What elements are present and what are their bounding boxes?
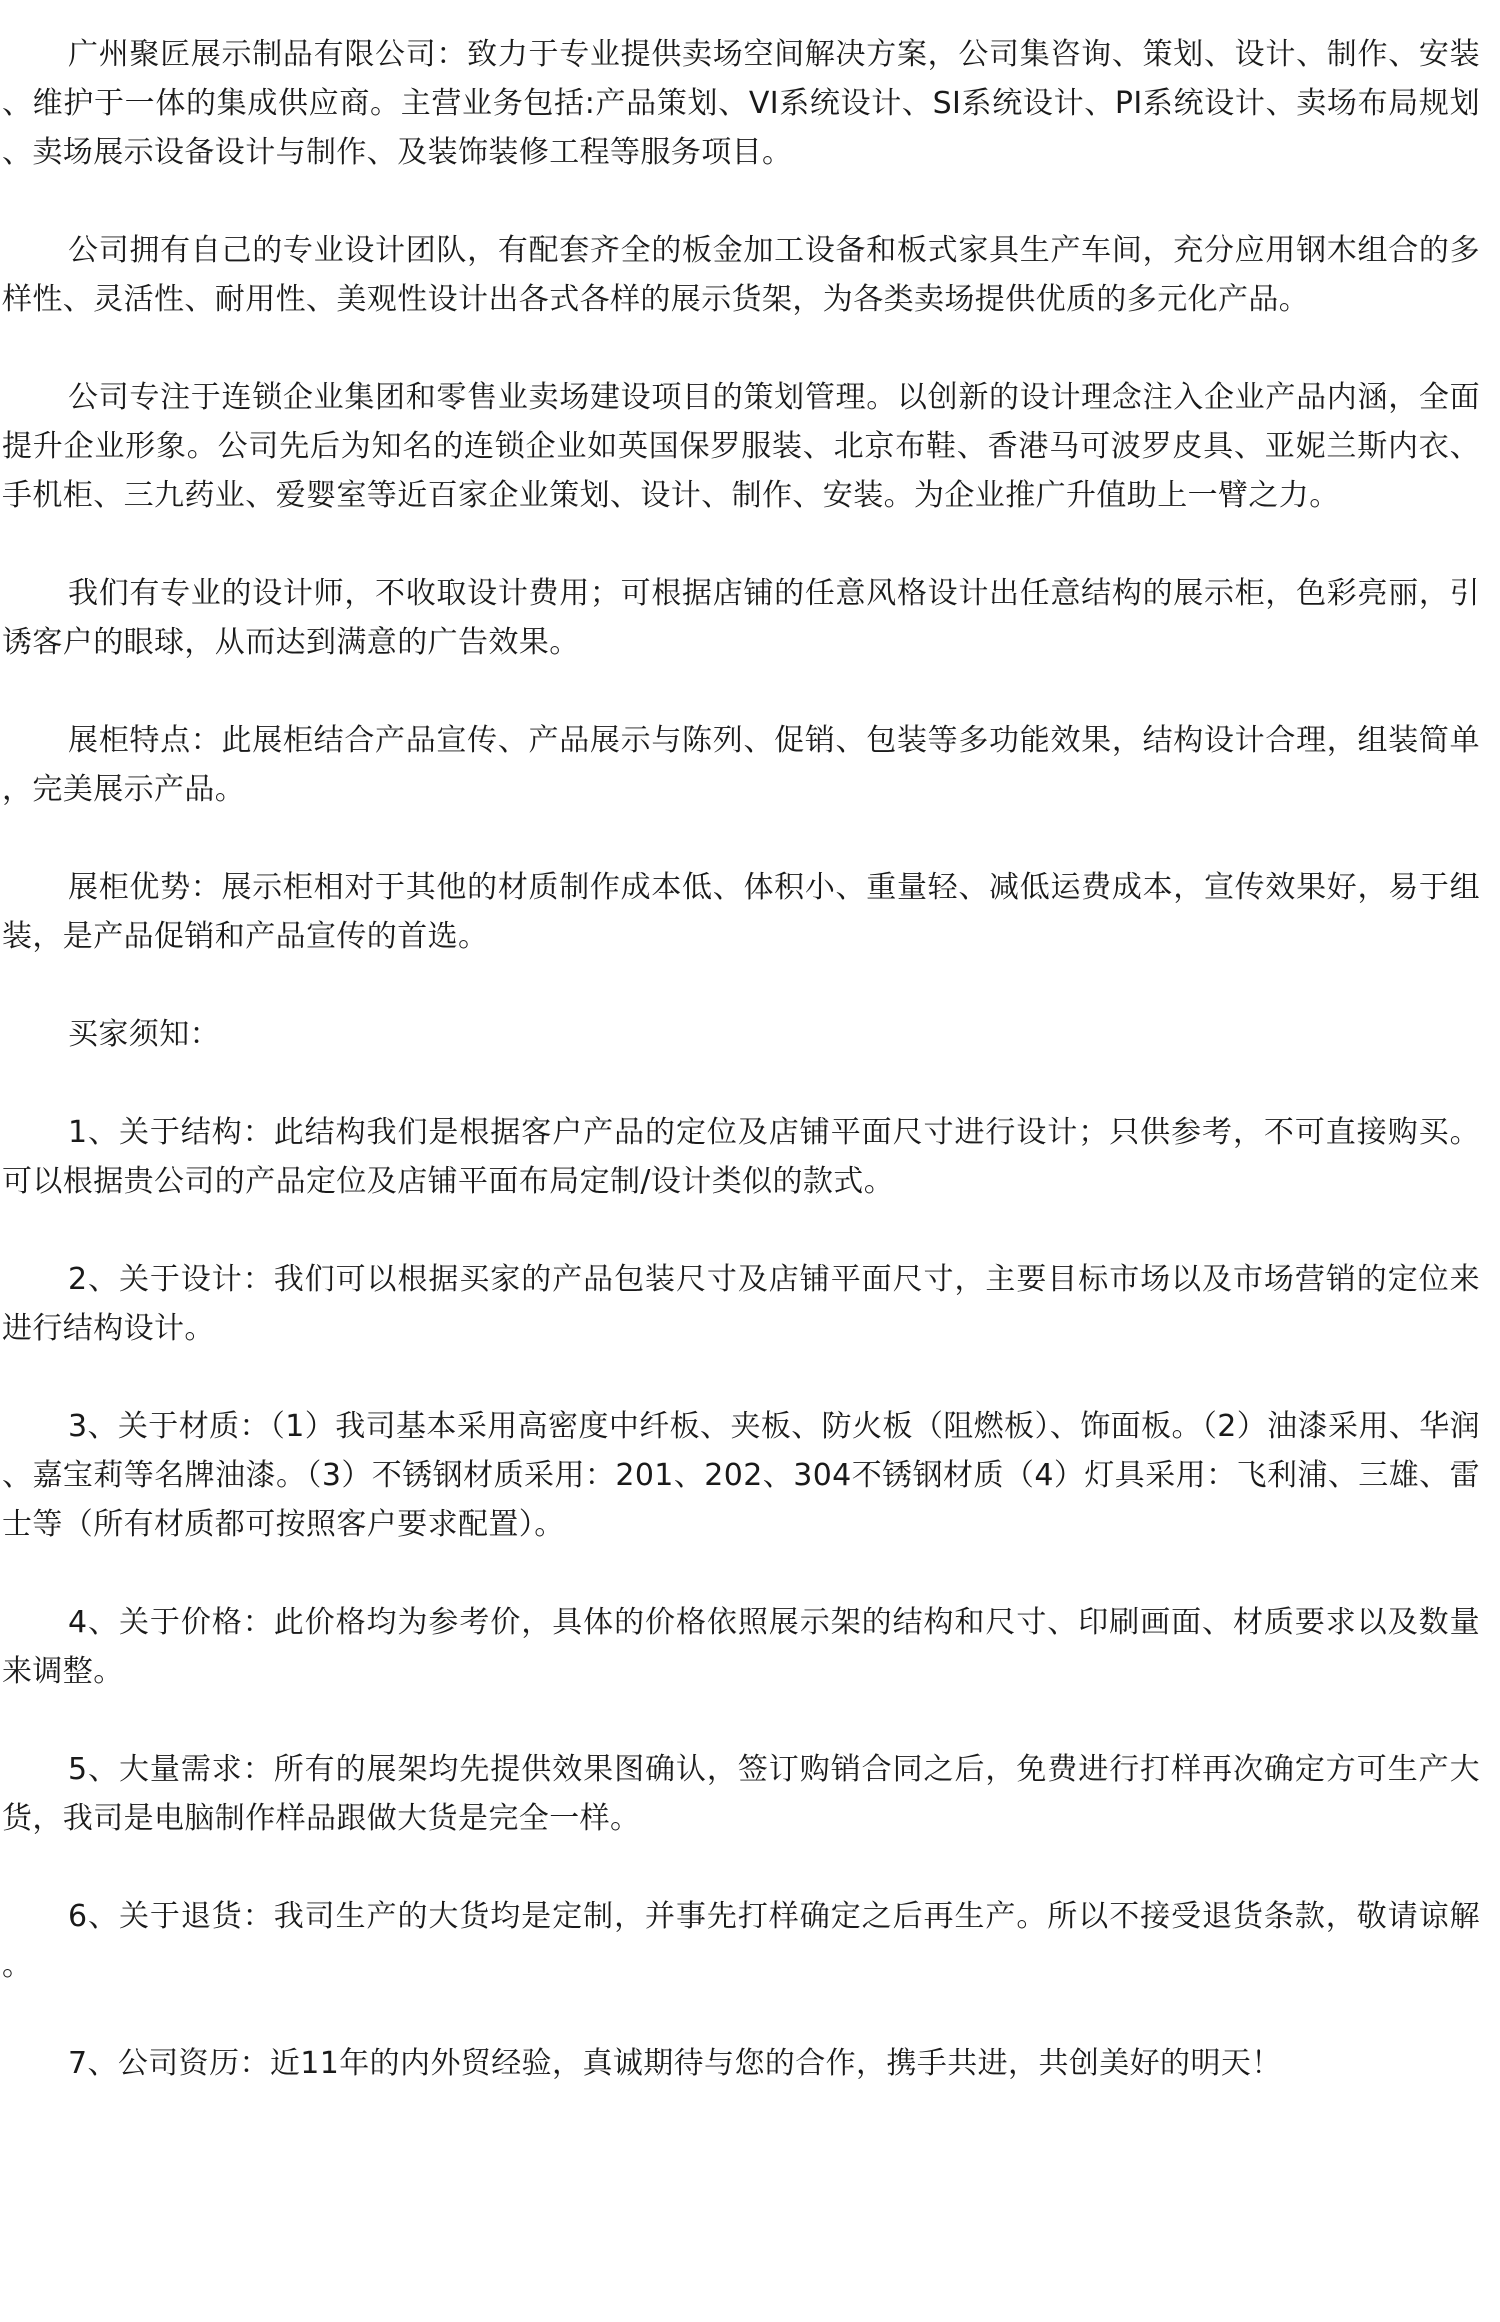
notice-item-returns: 6、关于退货：我司生产的大货均是定制，并事先打样确定之后再生产。所以不接受退货条款，敬请谅解。	[2, 1899, 1480, 1983]
notice-item-structure: 1、关于结构：此结构我们是根据客户产品的定位及店铺平面尺寸进行设计；只供参考，不可直接购买。可以根据贵公司的产品定位及店铺平面布局定制/设计类似的款式。	[2, 1115, 1480, 1199]
paragraph-design-team: 公司拥有自己的专业设计团队，有配套齐全的板金加工设备和板式家具生产车间，充分应用钢木组合的多样性、灵活性、耐用性、美观性设计出各式各样的展示货架，为各类卖场提供优质的多元化产品。	[2, 233, 1480, 317]
notice-item-bulk-demand: 5、大量需求：所有的展架均先提供效果图确认，签订购销合同之后，免费进行打样再次确定方可生产大货，我司是电脑制作样品跟做大货是完全一样。	[2, 1752, 1480, 1836]
paragraph-chain-clients: 公司专注于连锁企业集团和零售业卖场建设项目的策划管理。以创新的设计理念注入企业产品内涵，全面提升企业形象。公司先后为知名的连锁企业如英国保罗服装、北京布鞋、香港马可波罗皮具、亚妮兰斯内衣、手机柜、三九药业、爱婴室等近百家企业策划、设计、制作、安装。为企业推广升值助上一臂之力。	[2, 380, 1480, 513]
notice-item-design: 2、关于设计：我们可以根据买家的产品包装尺寸及店铺平面尺寸，主要目标市场以及市场营销的定位来进行结构设计。	[2, 1262, 1480, 1346]
paragraph-cabinet-advantages: 展柜优势：展示柜相对于其他的材质制作成本低、体积小、重量轻、减低运费成本，宣传效果好，易于组装，是产品促销和产品宣传的首选。	[2, 870, 1480, 954]
notice-item-company-history: 7、公司资历：近11年的内外贸经验，真诚期待与您的合作，携手共进，共创美好的明天！	[68, 2046, 1282, 2081]
paragraph-free-design: 我们有专业的设计师，不收取设计费用；可根据店铺的任意风格设计出任意结构的展示柜，色彩亮丽，引诱客户的眼球，从而达到满意的广告效果。	[2, 576, 1480, 660]
paragraph-cabinet-features: 展柜特点：此展柜结合产品宣传、产品展示与陈列、促销、包装等多功能效果，结构设计合理，组装简单，完美展示产品。	[2, 723, 1480, 807]
notice-item-price: 4、关于价格：此价格均为参考价，具体的价格依照展示架的结构和尺寸、印刷画面、材质要求以及数量来调整。	[2, 1605, 1480, 1689]
buyer-notice-heading: 买家须知：	[68, 1017, 220, 1052]
paragraph-company-intro: 广州聚匠展示制品有限公司：致力于专业提供卖场空间解决方案，公司集咨询、策划、设计、制作、安装、维护于一体的集成供应商。主营业务包括:产品策划、VI系统设计、SI系统设计、PI系统设计、卖场布局规划、卖场展示设备设计与制作、及装饰装修工程等服务项目。	[2, 37, 1480, 170]
notice-item-materials: 3、关于材质：（1）我司基本采用高密度中纤板、夹板、防火板（阻燃板）、饰面板。（2）油漆采用、华润、嘉宝莉等名牌油漆。（3）不锈钢材质采用：201、202、304不锈钢材质（4）灯具采用：飞利浦、三雄、雷士等（所有材质都可按照客户要求配置）。	[2, 1409, 1480, 1542]
